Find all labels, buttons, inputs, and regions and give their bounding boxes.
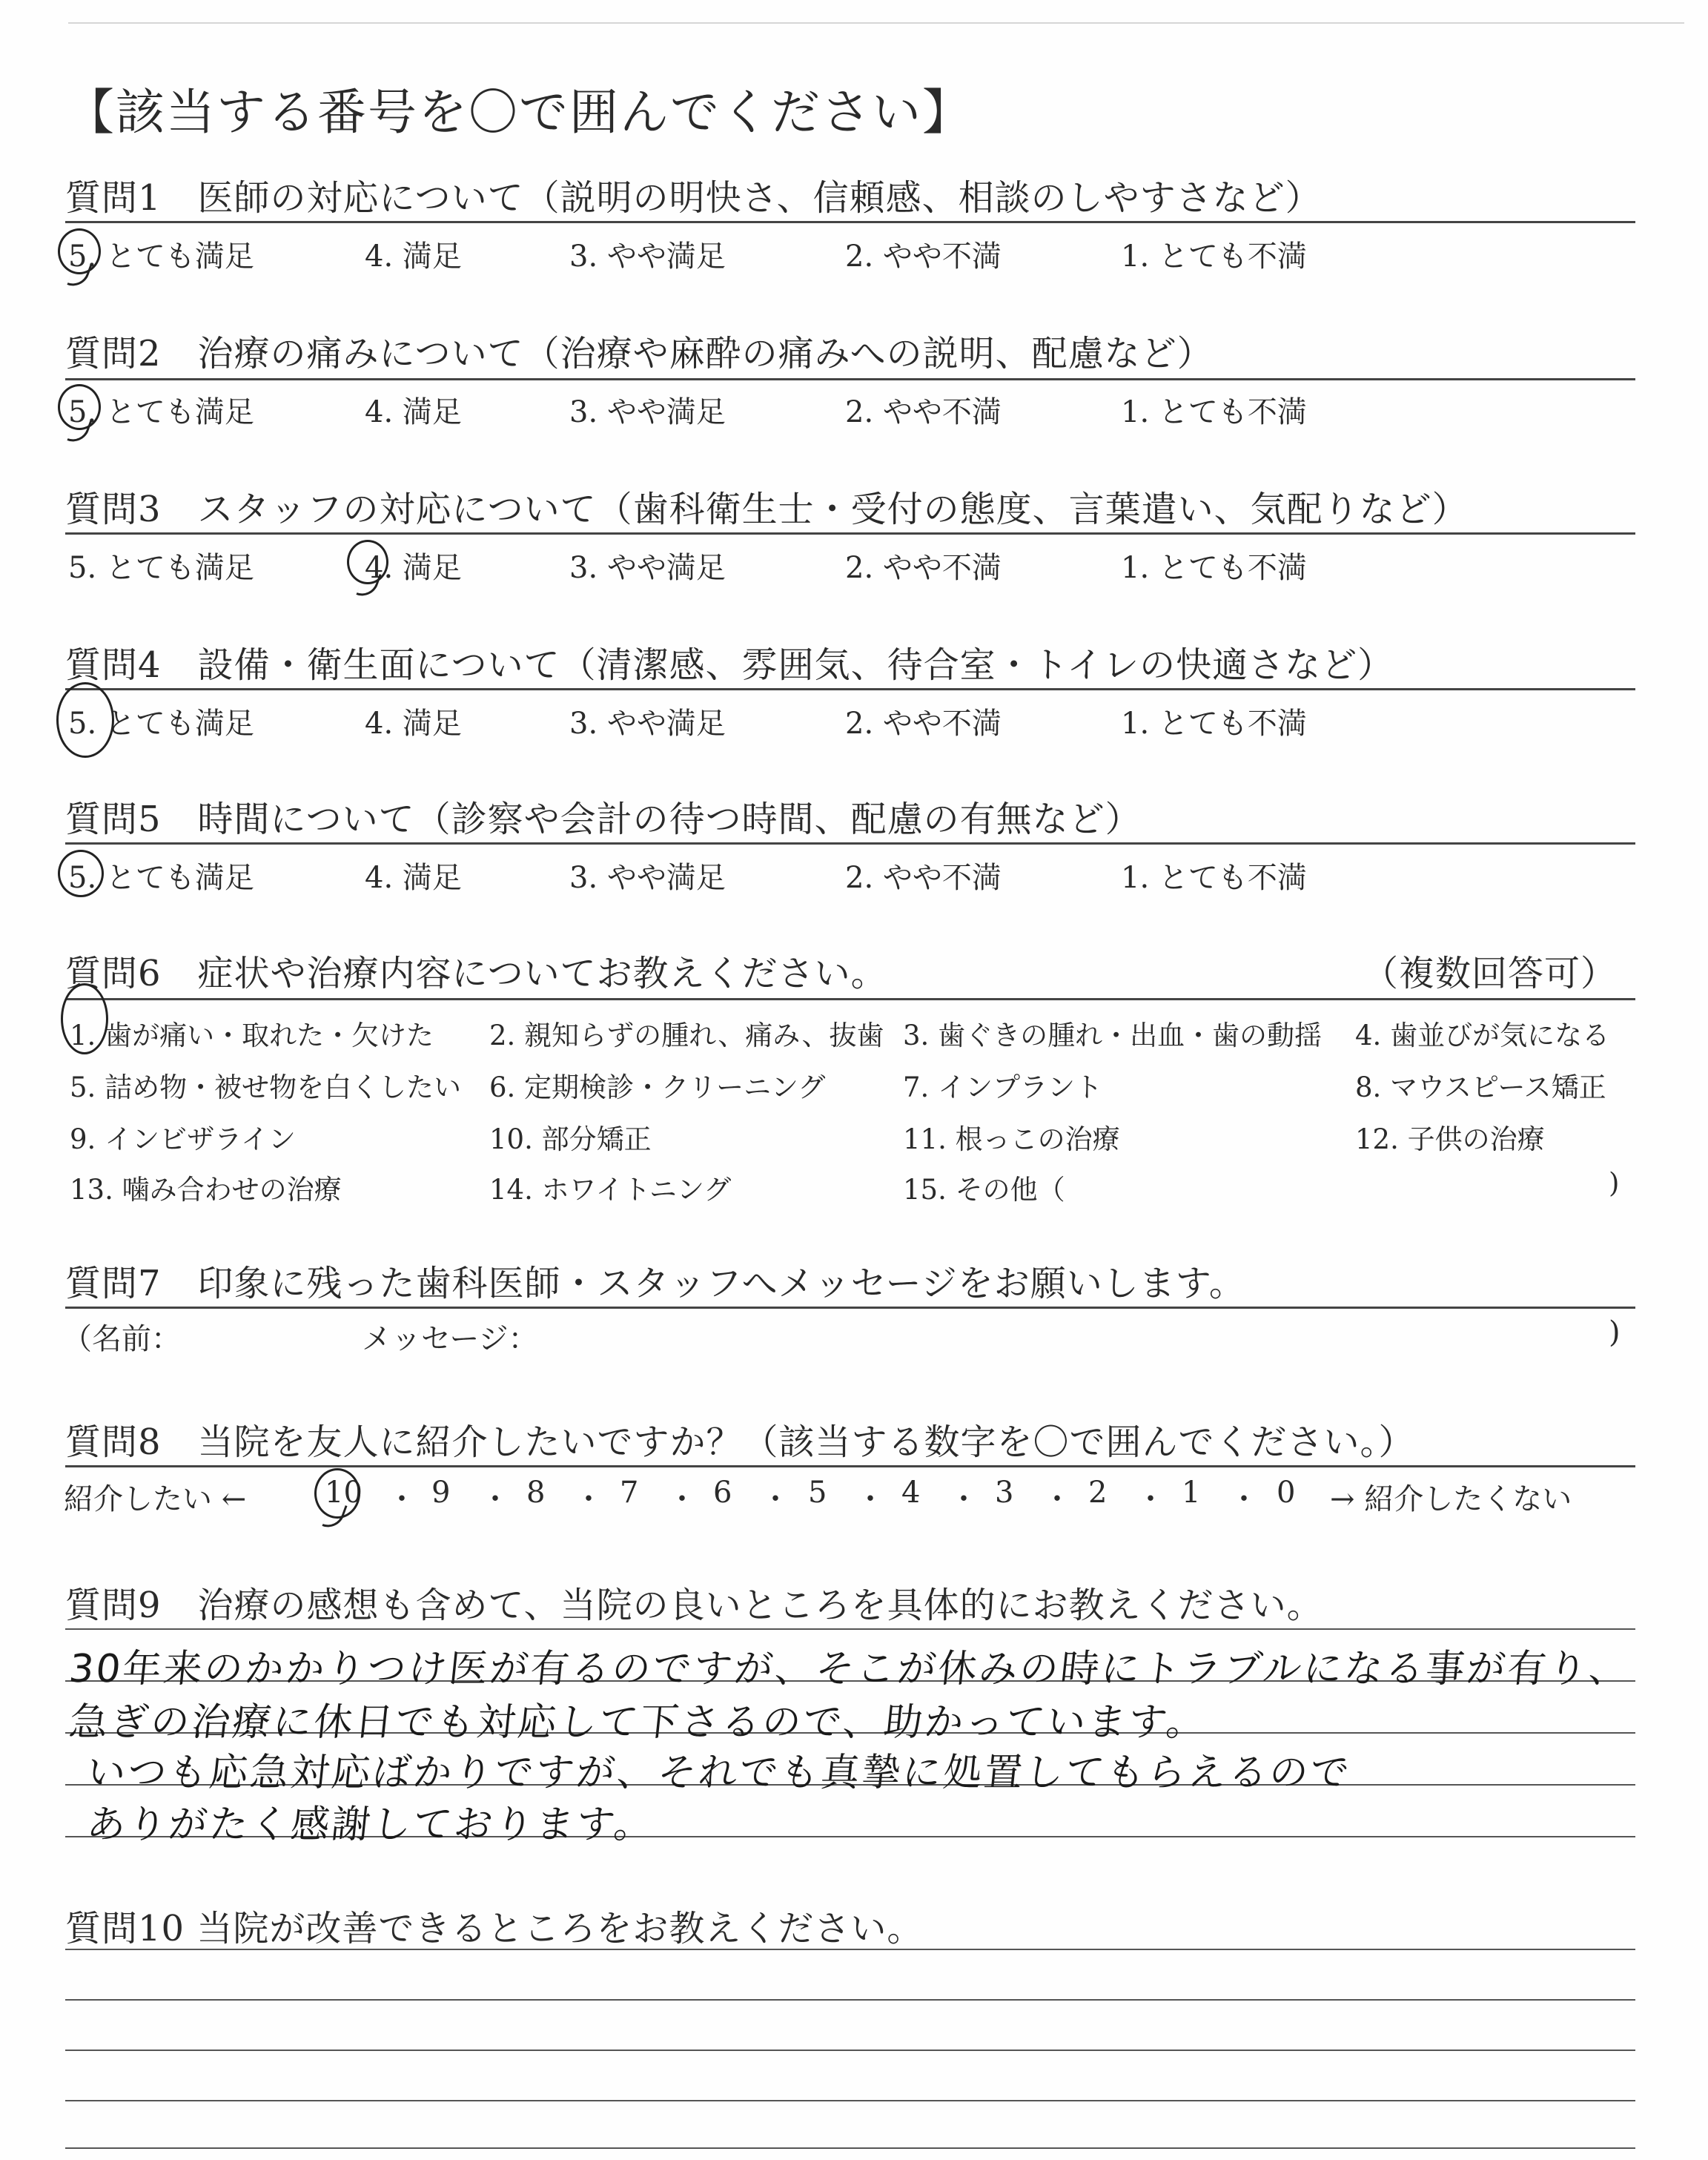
q8-dot: ・ <box>1229 1482 1259 1516</box>
q5-option-3[interactable]: 3. やや満足 <box>569 861 726 895</box>
q9-title: 質問9 治療の感想も含めて、当院の良いところを具体的にお教えください。 <box>65 1585 1323 1626</box>
q10-line <box>65 2050 1635 2051</box>
q7-message-label: メッセージ： <box>362 1322 538 1356</box>
q6-option-8[interactable]: 8. マウスピース矯正 <box>1355 1071 1606 1103</box>
q7-rule <box>65 1307 1635 1309</box>
q10-line <box>65 1999 1635 2001</box>
q4-option-4[interactable]: 4. 満足 <box>365 707 462 741</box>
q6-option-11[interactable]: 11. 根っこの治療 <box>903 1123 1120 1155</box>
q2-option-2[interactable]: 2. やや不満 <box>845 395 1002 429</box>
q1-option-3[interactable]: 3. やや満足 <box>569 240 726 274</box>
q8-score-9[interactable]: 9 <box>431 1476 451 1510</box>
q8-score-4[interactable]: 4 <box>901 1476 921 1510</box>
q6-option-5[interactable]: 5. 詰め物・被せ物を白くしたい <box>70 1071 462 1103</box>
q6-other-close: ) <box>1609 1167 1620 1199</box>
q3-title: 質問3 スタッフの対応について（歯科衛生士・受付の態度、言葉遣い、気配りなど） <box>65 489 1469 530</box>
q9-handwritten-line: 急ぎの治療に休日でも対応して下さるので、助かっています。 <box>67 1700 1210 1745</box>
q10-title: 質問10 当院が改善できるところをお教えください。 <box>65 1908 924 1949</box>
q5-option-4[interactable]: 4. 満足 <box>365 861 462 895</box>
q10-line <box>65 1949 1635 1950</box>
q9-handwritten-line: 30年来のかかりつけ医が有るのですが、そこが休みの時にトラブルになる事が有り、 <box>67 1647 1632 1691</box>
q8-score-1[interactable]: 1 <box>1182 1476 1201 1510</box>
q9-handwritten-line: ありがたく感謝しております。 <box>85 1803 658 1847</box>
q8-score-3[interactable]: 3 <box>995 1476 1014 1510</box>
q10-line <box>65 2100 1635 2101</box>
q4-option-1[interactable]: 1. とても不満 <box>1121 707 1307 741</box>
q2-title: 質問2 治療の痛みについて（治療や麻酔の痛みへの説明、配慮など） <box>65 333 1214 374</box>
q1-rule <box>65 221 1635 223</box>
q8-score-5[interactable]: 5 <box>808 1476 827 1510</box>
q8-right-label: → 紹介したくない <box>1330 1482 1572 1516</box>
q6-option-2[interactable]: 2. 親知らずの腫れ、痛み、抜歯 <box>489 1020 884 1051</box>
q3-option-2[interactable]: 2. やや不満 <box>845 551 1002 585</box>
q8-score-2[interactable]: 2 <box>1088 1476 1108 1510</box>
page-header: 【該当する番号を〇で囲んでください】 <box>65 84 973 141</box>
q6-option-6[interactable]: 6. 定期検診・クリーニング <box>489 1071 826 1103</box>
q6-selection-circle <box>61 983 108 1054</box>
q4-option-3[interactable]: 3. やや満足 <box>569 707 726 741</box>
q1-option-2[interactable]: 2. やや不満 <box>845 240 1002 274</box>
q4-rule <box>65 688 1635 690</box>
q8-dot: ・ <box>387 1482 417 1516</box>
q2-rule <box>65 378 1635 380</box>
q8-dot: ・ <box>761 1482 790 1516</box>
q8-dot: ・ <box>1136 1482 1165 1516</box>
q5-option-2[interactable]: 2. やや不満 <box>845 861 1002 895</box>
q6-option-15[interactable]: 15. その他（ <box>903 1174 1065 1206</box>
q4-option-5[interactable]: 5. とても満足 <box>68 707 254 741</box>
q3-option-3[interactable]: 3. やや満足 <box>569 551 726 585</box>
q6-option-7[interactable]: 7. インプラント <box>903 1071 1103 1103</box>
q8-score-0[interactable]: 0 <box>1277 1476 1296 1510</box>
q1-option-4[interactable]: 4. 満足 <box>365 240 462 274</box>
q6-option-3[interactable]: 3. 歯ぐきの腫れ・出血・歯の動揺 <box>903 1020 1323 1051</box>
q9-line <box>65 1628 1635 1630</box>
q8-dot: ・ <box>480 1482 510 1516</box>
q7-close: ) <box>1609 1315 1621 1350</box>
q4-title: 質問4 設備・衛生面について（清潔感、雰囲気、待合室・トイレの快適さなど） <box>65 644 1394 686</box>
q6-title: 質問6 症状や治療内容についてお教えください。 <box>65 953 887 994</box>
q8-score-8[interactable]: 8 <box>526 1476 546 1510</box>
q6-rule <box>65 998 1635 1000</box>
q8-score-7[interactable]: 7 <box>620 1476 639 1510</box>
q2-option-1[interactable]: 1. とても不満 <box>1121 395 1307 429</box>
q5-option-1[interactable]: 1. とても不満 <box>1121 861 1307 895</box>
q5-selection-circle <box>58 850 104 897</box>
q6-option-10[interactable]: 10. 部分矯正 <box>489 1123 652 1155</box>
q3-option-1[interactable]: 1. とても不満 <box>1121 551 1307 585</box>
q1-option-1[interactable]: 1. とても不満 <box>1121 240 1307 274</box>
q8-title: 質問8 当院を友人に紹介したいですか？（該当する数字を〇で囲んでください。） <box>65 1421 1415 1463</box>
q8-rule <box>65 1465 1635 1467</box>
q8-score-10[interactable]: 10 <box>325 1476 363 1510</box>
q6-note: （複数回答可） <box>1363 953 1618 994</box>
q8-dot: ・ <box>1042 1482 1072 1516</box>
q6-option-12[interactable]: 12. 子供の治療 <box>1355 1123 1545 1155</box>
q8-dot: ・ <box>949 1482 979 1516</box>
q8-dot: ・ <box>667 1482 697 1516</box>
q1-option-5[interactable]: 5. とても満足 <box>68 240 254 274</box>
q1-title: 質問1 医師の対応について（説明の明快さ、信頼感、相談のしやすさなど） <box>65 177 1322 219</box>
q3-rule <box>65 532 1635 535</box>
q6-option-1[interactable]: 1. 歯が痛い・取れた・欠けた <box>70 1020 434 1051</box>
q8-dot: ・ <box>855 1482 885 1516</box>
q6-option-14[interactable]: 14. ホワイトニング <box>489 1174 732 1206</box>
q2-option-4[interactable]: 4. 満足 <box>365 395 462 429</box>
q10-line <box>65 2147 1635 2149</box>
top-border <box>68 22 1684 24</box>
q3-option-4[interactable]: 4. 満足 <box>365 551 462 585</box>
q5-rule <box>65 842 1635 845</box>
q6-option-9[interactable]: 9. インビザライン <box>70 1123 296 1155</box>
q5-title: 質問5 時間について（診察や会計の待つ時間、配慮の有無など） <box>65 799 1142 840</box>
q6-option-4[interactable]: 4. 歯並びが気になる <box>1355 1020 1610 1051</box>
q2-option-5[interactable]: 5. とても満足 <box>68 395 254 429</box>
q7-name-label: （名前： <box>62 1322 181 1356</box>
q8-left-label: 紹介したい ← <box>64 1482 247 1516</box>
q8-dot: ・ <box>574 1482 603 1516</box>
q9-handwritten-line: いつも応急対応ばかりですが、それでも真摯に処置してもらえるので <box>85 1751 1354 1795</box>
q4-option-2[interactable]: 2. やや不満 <box>845 707 1002 741</box>
q5-option-5[interactable]: 5. とても満足 <box>68 861 254 895</box>
q7-title: 質問7 印象に残った歯科医師・スタッフへメッセージをお願いします。 <box>65 1263 1245 1304</box>
q8-score-6[interactable]: 6 <box>713 1476 732 1510</box>
q3-option-5[interactable]: 5. とても満足 <box>68 551 254 585</box>
q6-option-13[interactable]: 13. 噛み合わせの治療 <box>70 1174 342 1206</box>
q4-selection-circle <box>56 682 114 758</box>
q2-option-3[interactable]: 3. やや満足 <box>569 395 726 429</box>
